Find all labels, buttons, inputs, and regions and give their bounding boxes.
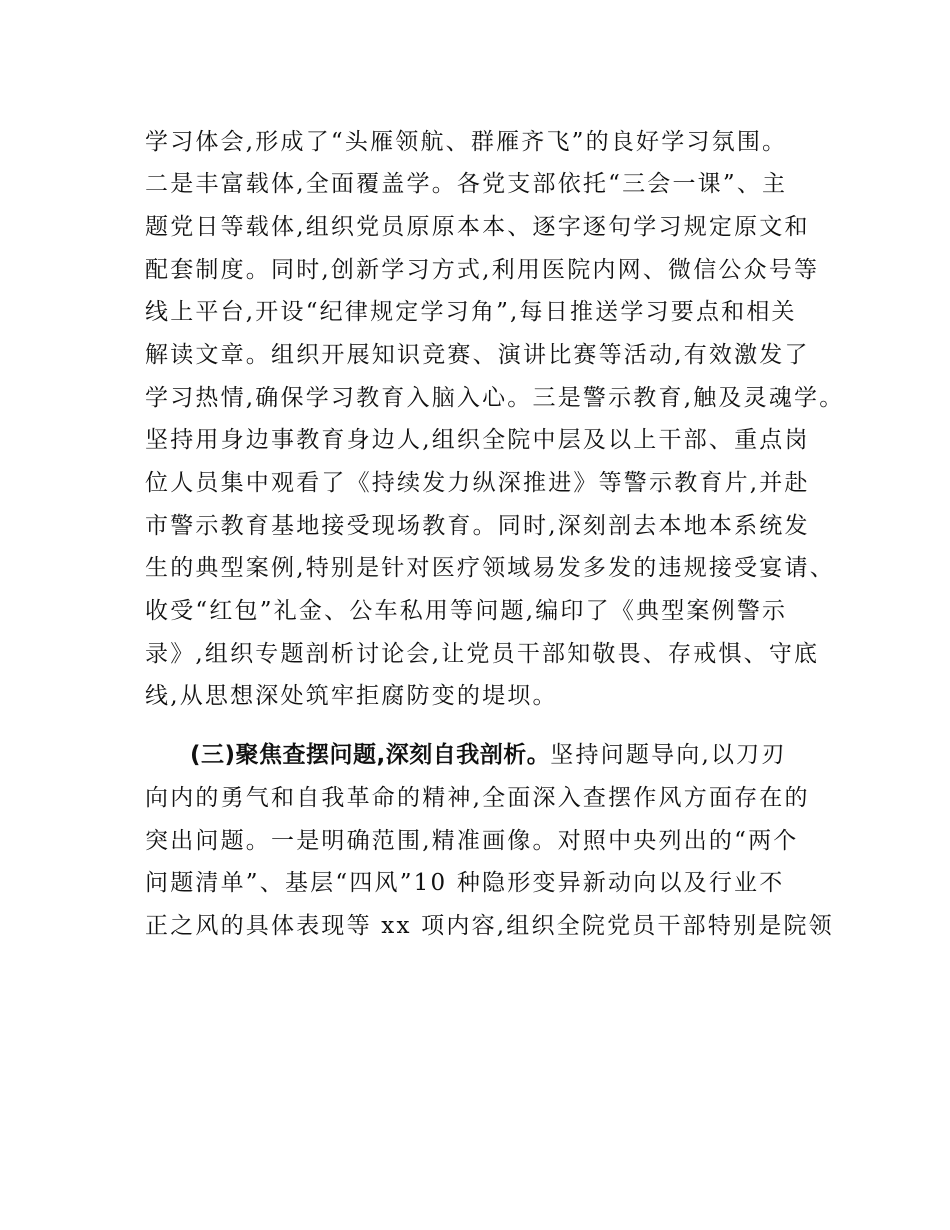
text-line: 突出问题。一是明确范围,精准画像。对照中央列出的“两个	[145, 828, 799, 854]
text-line: 正之风的具体表现等 xx 项内容,组织全院党员干部特别是院领	[145, 913, 834, 939]
text-line: 坚持用身边事教育身边人,组织全院中层及以上干部、重点岗	[145, 427, 810, 453]
text-line: 解读文章。组织开展知识竞赛、演讲比赛等活动,有效激发了	[145, 342, 810, 368]
text-line: 生的典型案例,特别是针对医疗领域易发多发的违规接受宴请、	[145, 555, 835, 581]
text-line: 二是丰富载体,全面覆盖学。各党支部依托“三会一课”、主	[145, 171, 788, 197]
section-first-line	[190, 740, 890, 770]
text-line: 配套制度。同时,创新学习方式,利用医院内网、微信公众号等	[145, 257, 820, 283]
section-intro-text: 坚持问题导向,以刀刃	[550, 742, 787, 768]
text-line: 学习体会,形成了“头雁领航、群雁齐飞”的良好学习氛围。	[145, 129, 788, 155]
text-line: 线,从思想深处筑牢拒腐防变的堤坝。	[145, 683, 558, 709]
text-line: 市警示教育基地接受现场教育。同时,深刻剖去本地本系统发	[145, 513, 810, 539]
text-line: 学习热情,确保学习教育入脑入心。三是警示教育,触及灵魂学。	[145, 385, 845, 411]
text-line: 题党日等载体,组织党员原原本本、逐字逐句学习规定原文和	[145, 214, 810, 240]
text-line: 位人员集中观看了《持续发力纵深推进》等警示教育片,并赴	[145, 470, 810, 496]
text-line: 录》,组织专题剖析讨论会,让党员干部知敬畏、存戒惧、守底	[145, 641, 820, 667]
text-line: 向内的勇气和自我革命的精神,全面深入查摆作风方面存在的	[145, 785, 810, 811]
section-heading: (三)聚焦查摆问题,深刻自我剖析。	[190, 742, 551, 768]
text-line: 问题清单”、基层“四风”10 种隐形变异新动向以及行业不	[145, 870, 785, 896]
text-line: 线上平台,开设“纪律规定学习角”,每日推送学习要点和相关	[145, 299, 797, 325]
text-line: 收受“红包”礼金、公车私用等问题,编印了《典型案例警示	[145, 598, 788, 624]
